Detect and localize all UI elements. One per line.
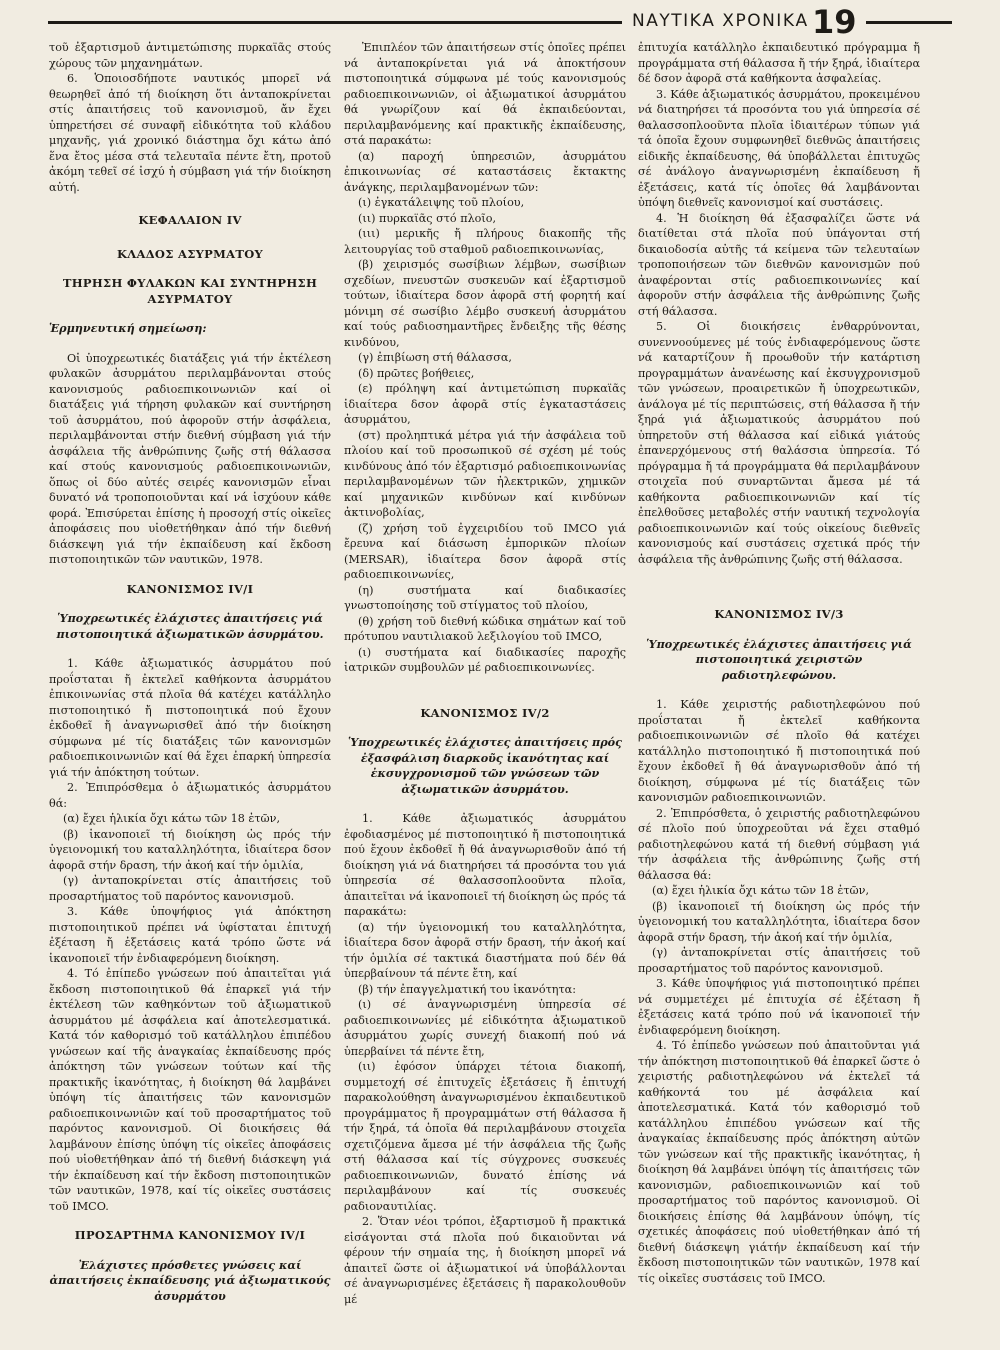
page-header — [0, 3, 1000, 41]
list-item: (ζ) χρήση τοῦ ἐγχειριδίου τοῦ IMCO γιά ἔρευνα καί διάσωση ἐμπορικῶν πλοίων (MERSAR), ἰδιαίτερα δσον ἀφορᾶ στίς ραδιοεπικοινωνίες, — [344, 521, 626, 581]
list-item: (α) παροχή ὑπηρεσιῶν, ἀσυρμάτου ἐπικοινωνίας σέ καταστάσεις ἔκτακτης ἀνάγκης, περιλαμβανομένων τῶν: — [344, 149, 626, 194]
list-item: (ιι) πυρκαϊᾶς στό πλοῖο, — [358, 211, 497, 225]
regulation-subtitle: Ὑποχρεωτικές ἐλάχιστες ἀπαιτήσεις πρός ἐξασφάλιση διαρκοῦς ἱκανότητας καί ἐκσυγχρονισμοῦ τῶν γνώσεων τῶν ἀξιωματικῶν ἀσυρμάτου. — [348, 735, 622, 796]
list-item: (ι) ἐγκατάλειψης τοῦ πλοίου, — [358, 196, 525, 209]
list-item: (ι) σέ ἀναγνωρισμένη ὑπηρεσία σέ ραδιοεπικοινωνίες μέ εἰδικότητα ἀξιωματικοῦ ἀσυρμάτου χωρίς συνεχή διακοπή πού νά ὑπερβαίνει τά πέντε ἔτη, — [344, 998, 626, 1058]
paragraph: 3. Κάθε ὑποψήφιος γιά πιστοποιητικό πρέπει νά συμμετέχει μέ ἐπιτυχία σέ ἐξέταση ἤ ἐξετάσεις κατά τρόπο πού νά ἱκανοποιεῖ τήν ἐνδιαφερόμενη διοίκηση. — [638, 977, 920, 1037]
paragraph: 2. Ἐπιπρόσθετα, ὁ χειριστής ραδιοτηλεφώνου σέ πλοῖο πού ὑποχρεοῦται νά ἔχει σταθμό ραδιοτηλεφώνου κατά τή διεθνή σύμβαση γιά τήν ἀσφάλεια τῆς ἀνθρώπινης ζωῆς στή θάλασσα θά: — [638, 806, 920, 882]
appendix-subtitle: Ἐλάχιστες πρόσθετες γνώσεις καί ἀπαιτήσεις ἐκπαίδευσης γιά ἀξιωματικούς ἀσυρμάτου — [49, 1257, 331, 1303]
paragraph: ἐπιτυχία κατάλληλο ἐκπαιδευτικό πρόγραμμα ἤ προγράμματα στή θάλασσα ἤ τήν ξηρά, ἰδιαίτερα δέ δσον ἀφορᾶ στά καθήκοντα ἀσφαλείας. — [638, 41, 920, 85]
chapter-heading: ΚΕΦΑΛΑΙΟΝ IV — [138, 213, 242, 227]
list-item: (η) συστήματα καί διαδικασίες γνωστοποίησης τοῦ στίγματος τοῦ πλοίου, — [344, 583, 626, 612]
list-item: (δ) πρῶτες βοήθειες, — [358, 366, 475, 380]
paragraph: 4. Τό ἐπίπεδο γνώσεων πού ἀπαιτεῖται γιά ἔκδοση πιστοποιητικοῦ θά ἐπαρκεῖ γιά τήν ἐκτέλεση τῶν καθηκόντων τοῦ ἀξιωματικοῦ ἀσυρμάτου μέ ἀσφάλεια καί ἀποτελεσματικά. Κατά τόν καθορισμό τοῦ κατάλληλου ἐπιπέδου γνώσεων καί τῆς ἀναγκαίας ἐκπαίδευσης πρός ἀπόκτηση τῶν γνώσεων τούτων καί τῆς πρακτικῆς ἱκανότητας, ἡ διοίκηση θά λαμβάνει ὑπόψη τίς ἀπαιτήσεις τῶν κανονισμῶν ραδιοεπικοινωνιῶν καί τοῦ προσαρτήματος τοῦ παρόντος κανονισμοῦ. Οἱ διοικήσεις θά λαμβάνουν ἐπίσης ὑπόψη τίς οἰκεῖες ἀποφάσεις πού υἱοθετήθηκαν ἀπό τή διεθνή διάσκεψη γιά τήν ἐκπαίδευση καί τήν ἔκδοση πιστοποιητικῶν τῶν ναυτικῶν, 1978, καί τίς οἰκεῖες συστάσεις τοῦ IMCO. — [49, 967, 331, 1213]
list-item: (β) τήν ἐπαγγελματική του ἱκανότητα: — [358, 982, 576, 996]
regulation-heading: ΚΑΝΟΝΙΣΜΟΣ IV/2 — [420, 705, 550, 720]
page-number: 19 — [812, 3, 857, 41]
paragraph: 6. Ὁποιοσδήποτε ναυτικός μπορεῖ νά θεωρηθεῖ ἀπό τή διοίκηση ὅτι ἀνταποκρίνεται στίς ἀπαιτήσεις τοῦ κανονισμοῦ, ἄν ἔχει ὑπηρετήσει σέ συναφῆ εἰδικότητα τοῦ κλάδου μηχανῆς, γιά χρονικό διάστημα ὄχι κάτω ἀπό ἕνα ἔτος μέσα στά τελευταῖα πέντε ἔτη, προτοῦ ἀκόμη τεθεῖ σέ ἰσχύ ἡ σύμβαση γιά τήν διοίκηση αὐτή. — [49, 72, 331, 194]
header-rule-left — [48, 21, 622, 24]
list-item: (α) ἔχει ἡλικία ὄχι κάτω τῶν 18 ἐτῶν, — [63, 812, 281, 825]
note-label: Ἑρμηνευτική σημείωση: — [49, 321, 207, 335]
list-item: (β) ἱκανοποιεῖ τή διοίκηση ὡς πρός τήν ὑγειονομική του καταλληλότητα, ἰδιαίτερα δσον ἀφορᾶ στήν δραση, τήν ἀκοή καί τήν ὁμιλία, — [638, 899, 920, 944]
section-heading: ΤΗΡΗΣΗ ΦΥΛΑΚΩΝ ΚΑΙ ΣΥΝΤΗΡΗΣΗ ΑΣΥΡΜΑΤΟΥ — [62, 276, 318, 306]
journal-title: ΝΑΥΤΙΚΑ ΧΡΟΝΙΚΑ — [632, 11, 809, 31]
regulation-subtitle: Ὑποχρεωτικές ἐλάχιστες ἀπαιτήσεις γιά πιστοποιητικά ἀξιωματικῶν ἀσυρμάτου. — [56, 611, 324, 641]
regulation-heading: ΚΑΝΟΝΙΣΜΟΣ IV/I — [126, 581, 254, 596]
paragraph: τοῦ ἐξαρτισμοῦ ἀντιμετώπισης πυρκαϊᾶς στούς χώρους τῶν μηχανημάτων. — [49, 41, 331, 70]
header-rule-right — [866, 21, 952, 24]
list-item: (στ) προληπτικά μέτρα γιά τήν ἀσφάλεια τοῦ πλοίου καί τοῦ προσωπικοῦ σέ σχέση μέ τούς κινδύνους ἀπό τόν ἐξαρτισμό ραδιοεπικοινωνίας περιλαμβανομένων τῶν ἠλεκτρικῶν, χημικῶν καί μηχανικῶν κινδύνων καί κινδύνων ἀκτινοβολίας, — [344, 428, 626, 519]
paragraph: 4. Τό ἐπίπεδο γνώσεων πού ἀπαιτοῦνται γιά τήν ἀπόκτηση πιστοποιητικοῦ θά ἐπαρκεῖ ὥστε ὁ χειριστής ραδιοτηλεφώνου νά ἐκτελεῖ τά καθήκοντά του μέ ἀσφάλεια καί ἀποτελεσματικά. Κατά τόν καθορισμό τοῦ κατάλληλου ἐπιπέδου γνώσεων καί τῆς ἀναγκαίας ἐκπαίδευσης πρός ἀπόκτηση αὐτῶν τῶν γνώσεων καί τῆς πρακτικῆς ἱκανότητας, ἡ διοίκηση θά λαμβάνει ὑπόψη τίς ἀπαιτήσεις τῶν κανονισμῶν, ραδιοεπικοινωνιῶν καί τοῦ προσαρτήματος τοῦ παρόντος κανονισμοῦ. Οἱ διοικήσεις ἐπίσης θά λαμβάνουν ὑπόψη, τίς σχετικές ἀποφάσεις πού υἱοθετήθηκαν ἀπό τή διεθνή διάσκεψη γιάτήν ἐκπαίδευση καί τήν ἔκδοση πιστοποιητικῶν τῶν ναυτικῶν, 1978 καί τίς οἰκεῖες συστάσεις τοῦ IMCO. — [638, 1039, 920, 1285]
paragraph: 1. Κάθε ἀξιωματικός ἀσυρμάτου ἐφοδιασμένος μέ πιστοποιητικό ἤ πιστοποιητικά πού ἔχουν ἐκδοθεῖ ἤ θά ἀναγνωρισθοῦν ἀπό τή διοίκηση γιά νά διατηρήσει τά προσόντα του γιά ὑπηρεσία σέ θαλασσοπλοοῦντα πλοῖα, ἀπαιτεῖται νά ἱκανοποιεῖ τή διοίκηση ὡς πρός τά παρακάτω: — [344, 812, 626, 918]
regulation-subtitle: Ὑποχρεωτικές ἐλάχιστες ἀπαιτήσεις γιά πιστοποιητικά χειριστῶν ραδιοτηλεφώνου. — [646, 636, 912, 682]
list-item: (θ) χρήση τοῦ διεθνή κώδικα σημάτων καί τοῦ πρότυπου ναυτιλιακοῦ λεξιλογίου τοῦ IMCO, — [344, 614, 626, 643]
paragraph: 3. Κάθε ἀξιωματικός ἀσυρμάτου, προκειμένου νά διατηρήσει τά προσόντα του γιά ὑπηρεσία σέ θαλασσοπλοοῦντα πλοῖα ἰδιαιτέρων τύπων γιά τά ὁποῖα ἔχουν συμφωνηθεῖ διεθνῶς ἀπαιτήσεις εἰδικῆς ἐκπαίδευσης, θά ὑποβάλλεται ἐπιτυχῶς σέ ἀνάλογο ἀναγνωρισμένη ἐκπαίδευση ἤ ἐξετάσεις, κατά τίς ὁποῖες θά λαμβάνονται ὑπόψη διεθνεῖς κανονισμοί καί συστάσεις. — [638, 87, 920, 209]
list-item: (ε) πρόληψη καί ἀντιμετώπιση πυρκαϊᾶς ἰδιαίτερα δσον ἀφορᾶ στίς ἐγκαταστάσεις ἀσυρμάτου, — [344, 382, 626, 426]
list-item: (α) τήν ὑγειονομική του καταλληλότητα, ἰδιαίτερα δσον ἀφορᾶ στήν δραση, τήν ἀκοή καί τήν ὁμιλία σέ τακτικά διαστήματα πού δέν θά ὑπερβαίνουν τά πέντε ἔτη, καί — [344, 920, 626, 980]
list-item: (α) ἔχει ἡλικία ὄχι κάτω τῶν 18 ἐτῶν, — [652, 884, 870, 897]
regulation-heading: ΚΑΝΟΝΙΣΜΟΣ IV/3 — [714, 607, 844, 621]
appendix-heading: ΠΡΟΣΑΡΤΗΜΑ ΚΑΝΟΝΙΣΜΟΥ IV/I — [74, 1228, 306, 1242]
column-2 — [344, 40, 626, 1307]
paragraph: 5. Οἱ διοικήσεις ἐνθαρρύνονται, συνεννοούμενες μέ τούς ἐνδιαφερόμενους ὥστε νά καταρτίζουν ἤ προωθοῦν τήν κατάρτιση προγραμμάτων ἀνανέωσης καί ἐκσυγχρονισμοῦ τῶν γνώσεων, προαιρετικῶν ἤ ὑποχρεωτικῶν, ἀνάλογα μέ τίς περιπτώσεις, στή θάλασσα ἤ τήν ξηρά γιά ἀξιωματικούς ἀσυρμάτου πού ὑπηρετοῦν στή θάλασσα καί εἰδικά γιάτούς ἐπανερχόμενους στή θαλάσσια ὑπηρεσία. Τό πρόγραμμα ἤ τά προγράμματα θά περιλαμβάνουν στοιχεῖα πού συναρτῶνται ἄμεσα μέ τά καθήκοντα ραδιοεπικοινωνιῶν καί τίς ἐπελθοῦσες μεταβολές στήν ναυτική τεχνολογία ραδιοεπικοινωνιῶν καί τούς οἰκείους διεθνεῖς κανονισμούς καί συστάσεις σχετικά πρός τήν ἀσφάλεια τῆς ἀνθρώπινης ζωῆς στή θάλασσα. — [638, 320, 920, 566]
list-item: (γ) ἀνταποκρίνεται στίς ἀπαιτήσεις τοῦ προσαρτήματος τοῦ παρόντος κανονισμοῦ. — [49, 874, 331, 903]
section-heading: ΚΛΑΔΟΣ ΑΣΥΡΜΑΤΟΥ — [116, 246, 264, 261]
list-item: (β) χειρισμός σωσίβιων λέμβων, σωσίβιων σχεδίων, πνευστῶν συσκευῶν καί ἐξαρτισμοῦ τούτων, ἰδιαίτερα δσον ἀφορᾶ στή φορητή καί μόνιμη σέ σωσίβιο λέμβο συσκευή ἀσυρμάτου καί τούς ραδιοσημαντῆρες ἔνδειξης τῆς θέσης κινδύνου, — [344, 258, 626, 349]
paragraph: 4. Ἡ διοίκηση θά ἐξασφαλίζει ὥστε νά διατίθεται στά πλοῖα πού ὑπάγονται στή δικαιοδοσία αὐτῆς τά κείμενα τῶν τελευταίων τροποποιήσεων τῶν διεθνῶν κανονισμῶν πού ἀναφέρονται στίς ραδιοεπικοινωνίες καί ἀφοροῦν στήν ἀσφάλεια τῆς ἀνθρώπινης ζωῆς στή θάλασσα. — [638, 211, 920, 318]
list-item: (γ) ἐπιβίωση στή θάλασσα, — [358, 351, 512, 364]
paragraph: 1. Κάθε χειριστής ραδιοτηλεφώνου πού προΐσταται ἤ ἐκτελεῖ καθήκοντα ραδιοεπικοινωνιῶν σέ πλοῖο θά κατέχει κατάλληλο πιστοποιητικό ἤ πιστοποιητικά πού ἔχουν ἐκδοθεῖ ἤ θά ἀναγνωρισθοῦν ἀπό τή διοίκηση, σύμφωνα μέ τίς διατάξεις τῶν κανονισμῶν ραδιοεπικοινωνιῶν. — [638, 698, 920, 804]
paragraph: 2. Ἐπιπρόσθεμα ὁ ἀξιωματικός ἀσυρμάτου θά: — [49, 781, 331, 810]
column-3 — [638, 40, 920, 1286]
paragraph: 2. Ὅταν νέοι τρόποι, ἐξαρτισμοῦ ἤ πρακτικά εἰσάγονται στά πλοῖα πού δικαιοῦνται νά φέρουν τήν σημαία της, ἡ διοίκηση μπορεῖ νά ἀπαιτεῖ ὥστε οἱ ἀξιωματικοί νά ὑποβάλλονται σέ ἀναγνωρισμένες ἐξετάσεις ἤ παρακολουθοῦν μέ — [344, 1215, 626, 1306]
list-item: (ι) συστήματα καί διαδικασίες παροχῆς ἰατρικῶν συμβουλῶν μέ ραδιοεπικοινωνίες. — [344, 645, 626, 674]
column-1 — [49, 40, 331, 1304]
list-item: (γ) ἀνταποκρίνεται στίς ἀπαιτήσεις τοῦ προσαρτήματος τοῦ παρόντος κανονισμοῦ. — [638, 946, 920, 975]
paragraph: Οἱ ὑποχρεωτικές διατάξεις γιά τήν ἐκτέλεση φυλακῶν ἀσυρμάτου περιλαμβάνονται στούς κανονισμούς ραδιοεπικοινωνιῶν καί οἱ διατάξεις γιά τήρηση φυλακῶν καί συντήρηση τοῦ ἀσυρμάτου, πού ἀφοροῦν στήν ἀσφάλεια, περιλαμβάνονται στήν διεθνή σύμβαση γιά τήν ἀσφάλεια τῆς ἀνθρώπινης ζωῆς στή θάλασσα καί στούς κανονισμούς ραδιοεπικοινωνιῶν, ὅπως οἱ δύο αὐτές σειρές κανονισμῶν εἶναι δυνατό νά τροποποιοῦνται καί νά ἰσχύουν κάθε φορά. Ἐπισύρεται ἐπίσης ἡ προσοχή στίς οἰκεῖες ἀποφάσεις που υἱοθετήθηκαν ἀπό τήν διεθνή διάσκεψη γιά τήν ἐκπαίδευση καί ἔκδοση πιστοποιητικῶν τῶν ναυτικῶν, 1978. — [49, 351, 331, 566]
list-item: (β) ἱκανοποιεῖ τή διοίκηση ὡς πρός τήν ὑγειονομική του καταλληλότητα, ἰδιαίτερα δσον ἀφορᾶ στήν δραση, τήν ἀκοή καί τήν ὁμιλία, — [49, 827, 331, 872]
list-item: (ιιι) μερικῆς ἤ πλήρους διακοπῆς τῆς λειτουργίας τοῦ σταθμοῦ ραδιοεπικοινωνίας, — [344, 227, 626, 256]
list-item: (ιι) ἐφόσον ὑπάρχει τέτοια διακοπή, συμμετοχή σέ ἐπιτυχεῖς ἐξετάσεις ἤ ἐπιτυχή παρακολούθηση ἀναγνωρισμένου ἐκπαιδευτικοῦ προγράμματος ἤ προγραμμάτων στή θάλασσα ἤ τήν ξηρά, τά ὁποῖα θά περιλαμβάνουν στοιχεῖα σχετιζόμενα ἄμεσα μέ τήν ἀσφάλεια τῆς ζωῆς στή θάλασσα καί τίς σύγχρονες συσκευές ραδιοεπικοινωνιῶν, δυνατό ἐπίσης νά περιλαμβάνουν καί τίς συσκευές ραδιοναυτιλίας. — [344, 1060, 626, 1213]
paragraph: Ἐπιπλέον τῶν ἀπαιτήσεων στίς ὁποῖες πρέπει νά ἀνταποκρίνεται γιά νά ἀποκτήσουν πιστοποιητικά σύμφωνα μέ τούς κανονισμούς ραδιοεπικοινωνιῶν, οἱ ἀξιωματικοί ἀσυρμάτου θά γνωρίζουν καί θά ἐκπαιδεύονται, περιλαμβανόμενης καί πρακτικῆς ἐκπαίδευσης, στά παρακάτω: — [344, 41, 626, 147]
paragraph: 3. Κάθε ὑποψήφιος γιά ἀπόκτηση πιστοποιητικοῦ πρέπει νά ὑφίσταται ἐπιτυχή ἐξέταση ἤ ἐξετάσεις κατά τρόπο ὥστε νά ἱκανοποιεῖ τήν ἐνδιαφερόμενη διοίκηση. — [49, 905, 331, 965]
paragraph: 1. Κάθε ἀξιωματικός ἀσυρμάτου πού προΐσταται ἤ ἐκτελεῖ καθήκοντα ἀσυρμάτου ἐπικοινωνίας στά πλοῖα θά κατέχει κατάλληλο πιστοποιητικό ἤ πιστοποιητικά πού ἔχουν ἐκδοθεῖ ἤ ἀναγνωρισθεῖ ἀπό τήν διοίκηση σύμφωνα μέ τίς διατάξεις τῶν κανονισμῶν ραδιοεπικοινωνιῶν καί θά ἔχει ἐπαρκή ὑπηρεσία γιά τήν ἀπόκτηση τούτων. — [49, 657, 331, 779]
